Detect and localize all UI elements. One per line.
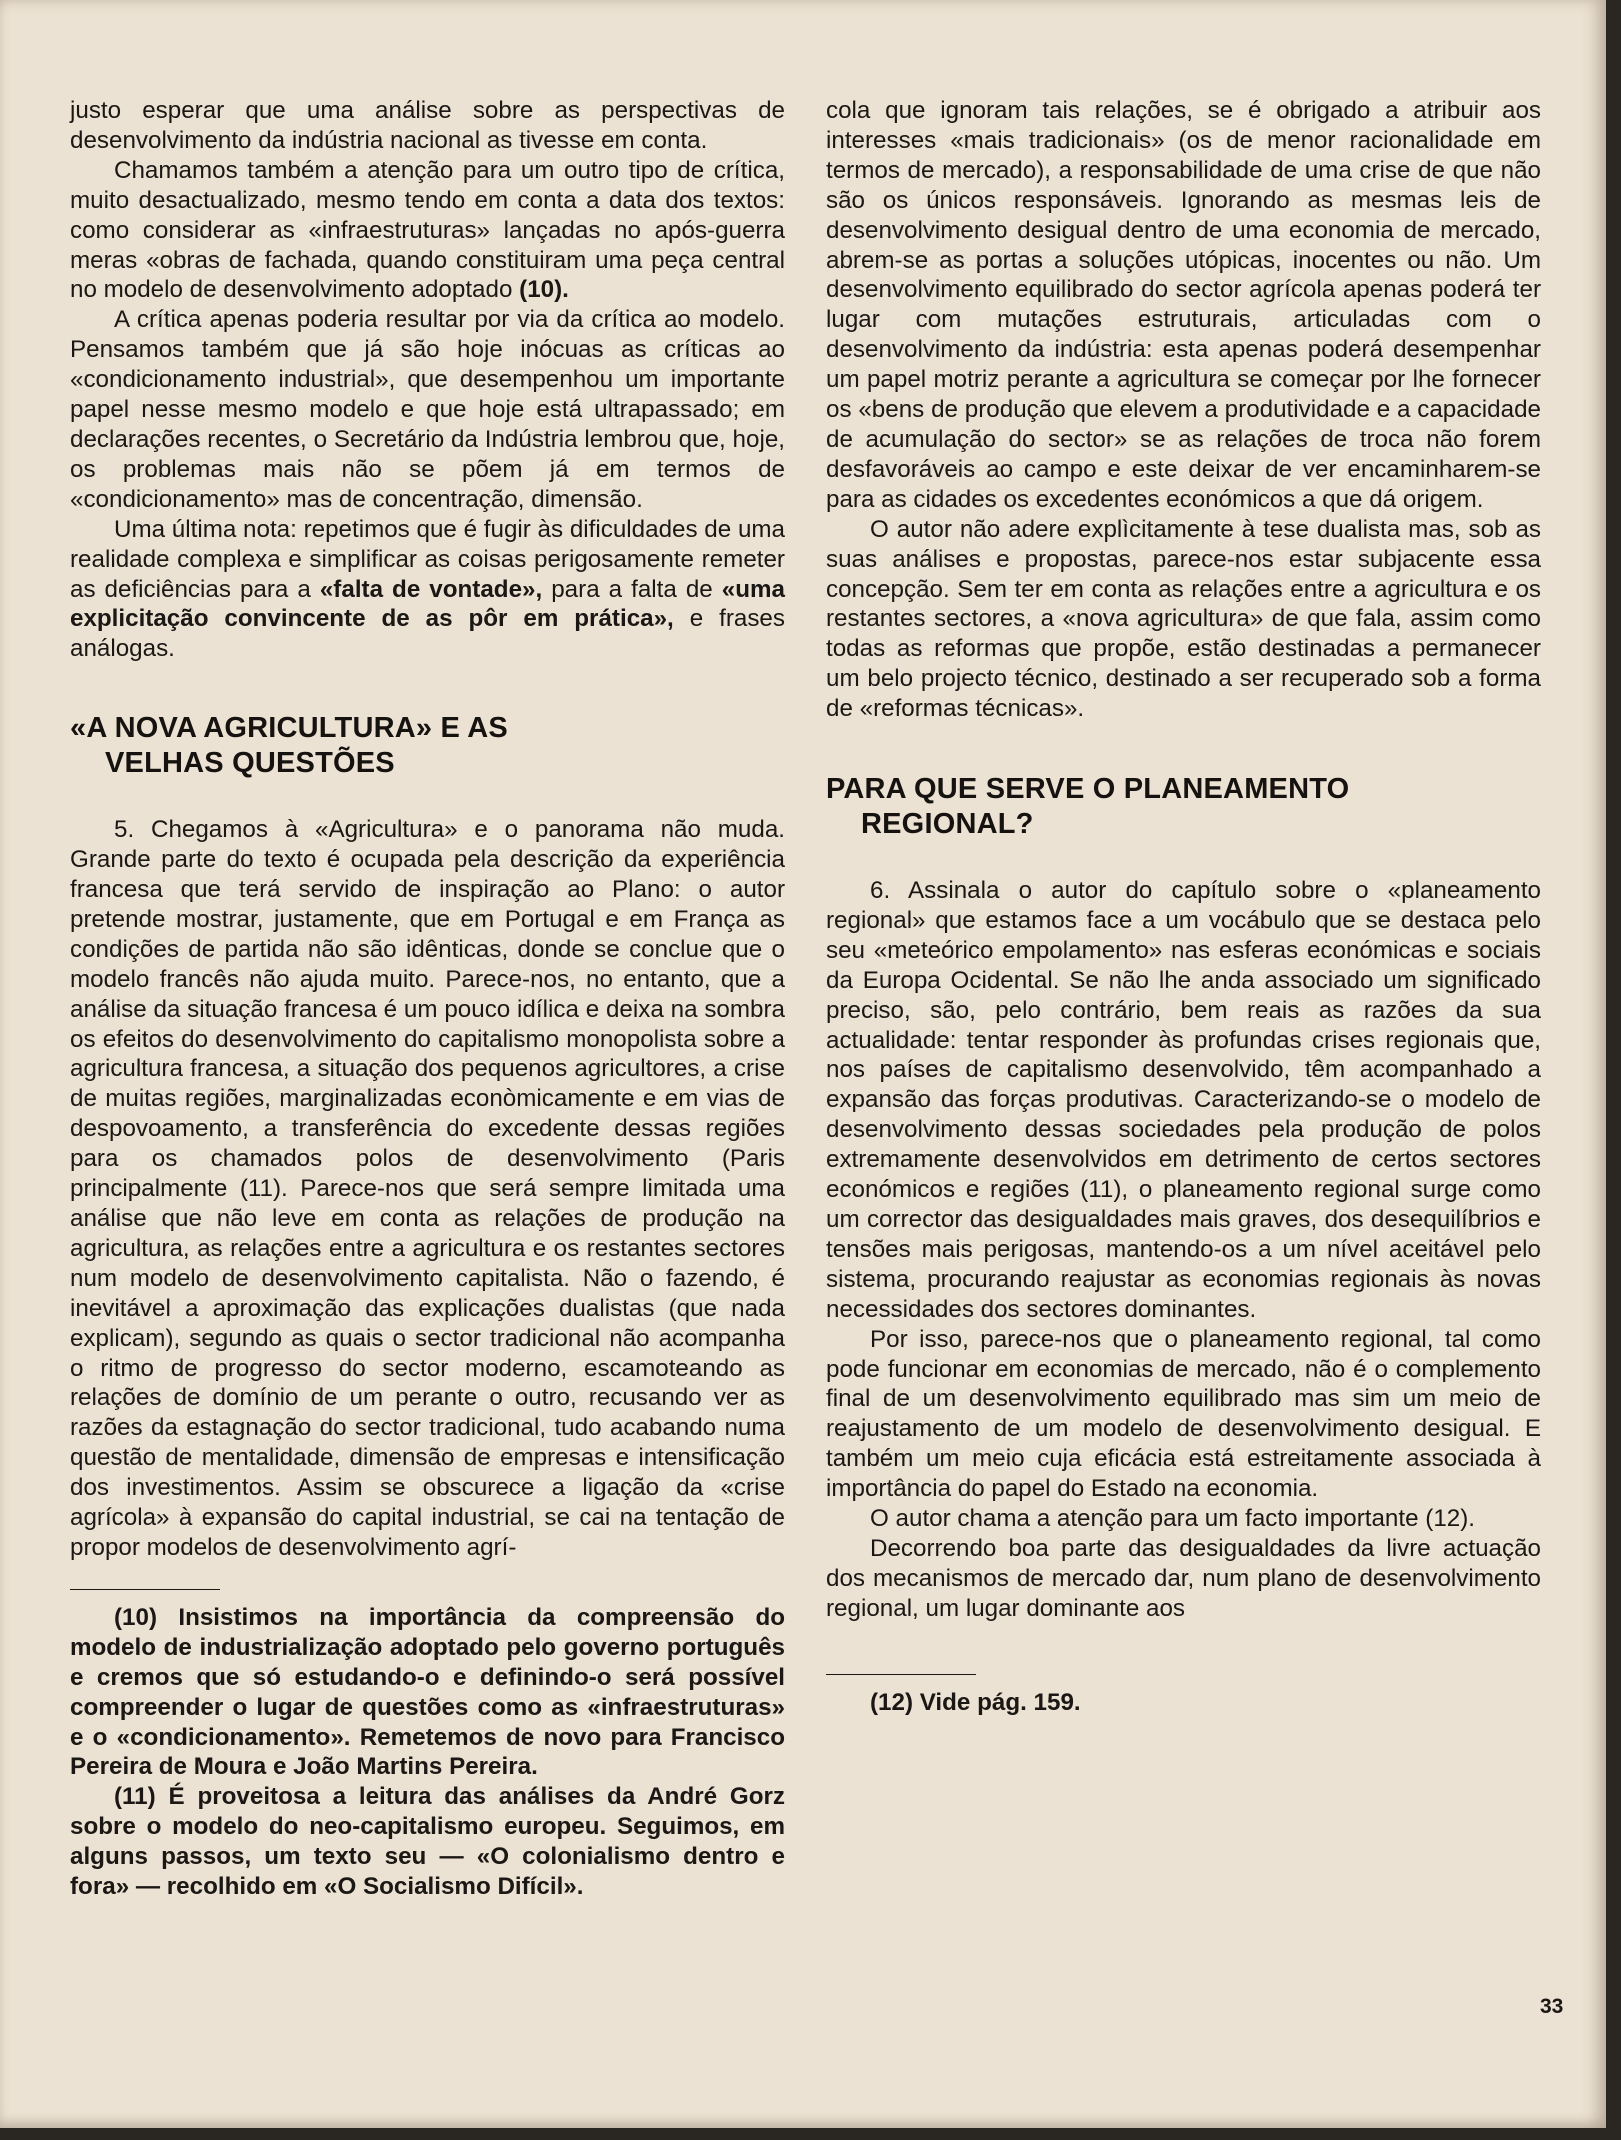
paragraph: O autor chama a atenção para um facto importante (12). bbox=[870, 1505, 1476, 1533]
paragraph: A crítica apenas poderia resultar por via da crítica ao modelo. Pensamos também que já são hoje inócuas as críticas ao «condicionamento industrial», que desempenhou um importante papel nesse mesmo modelo e que hoje está ultrapassado; em declarações recentes, o Secretário da Indústria lembrou que, hoje, os problemas mais não se põem já em termos de «condicionamento» mas de concentração, dimensão. bbox=[70, 306, 785, 513]
page-number: 33 bbox=[1540, 1995, 1564, 2018]
section-heading bbox=[826, 772, 1541, 842]
section-heading bbox=[70, 711, 785, 781]
paragraph-text: Uma última nota: repetimos que é fugir às dificuldades de uma realidade complexa e simplificar as coisas perigosamente remeter as deficiências para a bbox=[70, 515, 785, 603]
footnote: (12) Vide pág. 159. bbox=[870, 1688, 1081, 1716]
emphasis: «falta de vontade», bbox=[319, 575, 543, 603]
heading-line: PARA QUE SERVE O PLANEAMENTO bbox=[826, 773, 1350, 806]
paragraph bbox=[70, 156, 785, 306]
paragraph: Por isso, parece-nos que o planeamento regional, tal como pode funcionar em economias de mercado, não é o complemento final de um desenvolvimento equilibrado mas sim um meio de reajustamento de um modelo de desenvolvimento desigual. E também um meio cuja eficácia está estreitamente associada à importância do papel do Estado na economia. bbox=[826, 1325, 1541, 1503]
right-column bbox=[826, 96, 1541, 1718]
footnote: (11) É proveitosa a leitura das análises da André Gorz sobre o modelo do neo-capitalismo europeu. Seguimos, em alguns passos, um texto seu — «O colonialismo dentro e fora» — recolhido em «O Socialismo Difícil». bbox=[70, 1783, 785, 1901]
paragraph: Decorrendo boa parte das desigualdades da livre actuação dos mecanismos de mercado dar, num plano de desenvolvimento regional, um lugar dominante aos bbox=[826, 1534, 1541, 1622]
paragraph bbox=[70, 515, 785, 665]
footnote-divider bbox=[826, 1674, 976, 1675]
footnote: (10) Insistimos na importância da compreensão do modelo de industrialização adoptado pelo governo português e cremos que só estudando-o e definindo-o será possível compreender o lugar de questões como as «infraestruturas» e o «condicionamento». Remetemos de novo para Francisco Pereira de Moura e João Martins Pereira. bbox=[70, 1603, 785, 1781]
paragraph: justo esperar que uma análise sobre as perspectivas de desenvolvimento da indústria nacional as tivesse em conta. bbox=[70, 97, 785, 154]
paragraph-text: Chamamos também a atenção para um outro tipo de crítica, muito desactualizado, mesmo tendo em conta a data dos textos: como considerar as «infraestruturas» lançadas no após-guerra meras «obras de fachada, quando constituiram uma peça central no modelo de desenvolvimento adoptado bbox=[70, 156, 785, 304]
heading-line: «A NOVA AGRICULTURA» E AS bbox=[70, 712, 508, 745]
footnote-divider bbox=[70, 1589, 220, 1590]
paragraph-text: e frases análogas. bbox=[70, 605, 785, 663]
heading-line: REGIONAL? bbox=[861, 808, 1034, 841]
footnotes bbox=[70, 1603, 785, 1902]
heading-line: VELHAS QUESTÕES bbox=[105, 747, 395, 780]
left-column bbox=[70, 96, 785, 1902]
paragraph: 6. Assinala o autor do capítulo sobre o «planeamento regional» que estamos face a um vocábulo que se destaca pelo seu «meteórico empolamento» nas esferas económicas e sociais da Europa Ocidental. Se não lhe anda associado um significado preciso, são, pelo contrário, bem reais as razões da sua actualidade: tentar responder às profundas crises regionais que, nos países de capitalismo desenvolvido, têm acompanhado a expansão das forças produtivas. Caracterizando-se o modelo de desenvolvimento dessas sociedades pela produção de polos extremamente desenvolvidos em detrimento de certos sectores económicos e regiões (11), o planeamento regional surge como um corrector das desigualdades mais graves, dos desequilíbrios e tensões mais perigosas, mantendo-os a um nível aceitável pelo sistema, procurando reajustar as economias regionais às novas necessidades dos sectores dominantes. bbox=[826, 877, 1541, 1323]
footnotes bbox=[826, 1688, 1541, 1718]
paragraph: 5. Chegamos à «Agricultura» e o panorama não muda. Grande parte do texto é ocupada pela descrição da experiência francesa que terá servido de inspiração ao Plano: o autor pretende mostrar, justamente, que em Portugal e em França as condições de partida não são idênticas, donde se conclue que o modelo francês não ajuda muito. Parece-nos, no entanto, que a análise da situação francesa é um pouco idílica e deixa na sombra os efeitos do desenvolvimento do capitalismo monopolista sobre a agricultura francesa, a situação dos pequenos agricultores, a crise de muitas regiões, marginalizadas econòmicamente e em vias de despovoamento, a transferência do excedente dessas regiões para os chamados polos de desenvolvimento (Paris principalmente (11). Parece-nos que será sempre limitada uma análise que não leve em conta as relações de produção na agricultura, as relações entre a agricultura e os restantes sectores num modelo de desenvolvimento capitalista. Não o fazendo, é inevitável a aproximação das explicações dualistas (que nada explicam), segundo as quais o sector tradicional não acompanha o ritmo de progresso do sector moderno, escamoteando as relações de domínio de um perante o outro, recusando ver as razões da estagnação do sector tradicional, tudo acabando numa questão de mentalidade, dimensão de empresas e intensificação dos investimentos. Assim se obscurece a ligação da «crise agrícola» à expansão do capital industrial, se cai na tentação de propor modelos de desenvolvimento agrí- bbox=[70, 816, 785, 1561]
footnote-ref: (10). bbox=[519, 276, 569, 304]
paragraph: O autor não adere explìcitamente à tese dualista mas, sob as suas análises e propostas, parece-nos estar subjacente essa concepção. Sem ter em conta as relações entre a agricultura e os restantes sectores, a «nova agricultura» de que fala, assim como todas as reformas que propõe, estão destinadas a permanecer um belo projecto técnico, destinado a ser recuperado sob a forma de «reformas técnicas». bbox=[826, 515, 1541, 723]
paragraph-text: para a falta de bbox=[551, 575, 713, 603]
emphasis: «uma explicitação convincente de as pôr em prática», bbox=[70, 575, 785, 633]
paragraph: cola que ignoram tais relações, se é obrigado a atribuir aos interesses «mais tradicionais» (os de menor racionalidade em termos de mercado), a responsabilidade de uma crise de que não são os únicos responsáveis. Ignorando as mesmas leis de desenvolvimento desigual dentro de uma economia de mercado, abrem-se as portas a soluções utópicas, inocentes ou não. Um desenvolvimento equilibrado do sector agrícola apenas poderá ter lugar com mutações estruturais, articuladas com o desenvolvimento da indústria: esta apenas poderá desempenhar um papel motriz perante a agricultura se começar por lhe fornecer os «bens de produção que elevem a produtividade e a capacidade de acumulação do sector» se as relações de troca não forem desfavoráveis ao campo e este deixar de ver encaminharem-se para as cidades os excedentes económicos a que dá origem. bbox=[826, 97, 1541, 513]
